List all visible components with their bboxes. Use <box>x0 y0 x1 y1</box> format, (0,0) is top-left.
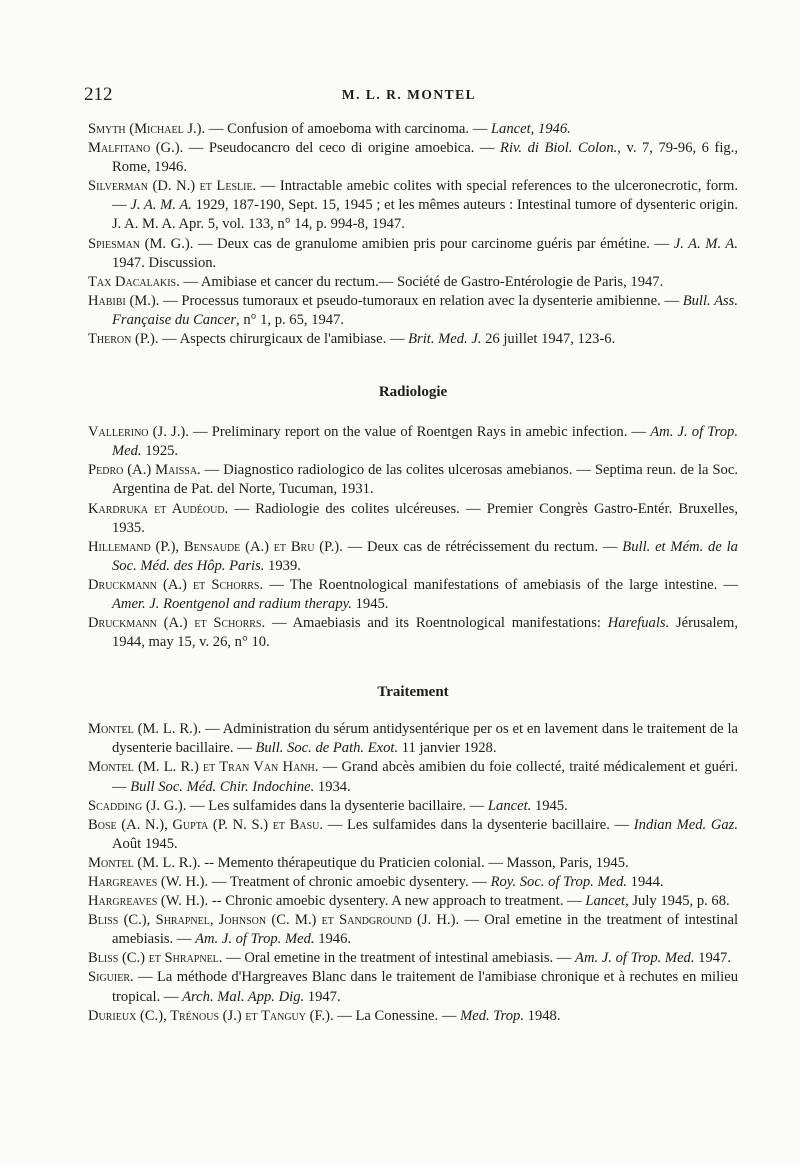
reference-journal: J. A. M. A. <box>673 235 738 252</box>
reference-text: — Confusion of amoeboma with carcinoma. — <box>205 121 491 137</box>
reference-entry <box>88 911 738 949</box>
reference-author: Silverman (D. N.) et Leslie. <box>88 178 257 195</box>
reference-author: Habibi (M.). <box>88 292 160 309</box>
reference-author: Druckmann (A.) et Schorrs. <box>88 576 264 593</box>
reference-details: 1946. <box>314 931 352 948</box>
reference-author: Hargreaves (W. H.). <box>88 874 209 890</box>
reference-details: 26 juillet 1947, 123-6. <box>481 331 616 348</box>
page-number: 212 <box>84 84 113 105</box>
reference-details: Août 1945. <box>112 835 178 852</box>
reference-journal: Riv. di Biol. Colon. <box>500 140 618 157</box>
reference-entry <box>88 235 738 273</box>
running-title: M. L. R. MONTEL <box>341 87 477 102</box>
reference-text: — Preliminary report on the value of Roentgen Rays in amebic infection. — <box>188 424 651 441</box>
reference-entry <box>88 292 738 330</box>
reference-author: Smyth (Michael J.). <box>88 121 206 137</box>
reference-author: Kardruka et Audéoud. <box>88 500 229 517</box>
reference-list-traitement <box>88 720 738 1026</box>
reference-entry <box>88 120 738 139</box>
reference-entry <box>88 892 738 911</box>
reference-details: 1945. <box>531 797 568 814</box>
reference-text: -- Memento thérapeutique du Praticien colonial. — Masson, Paris, 1945. <box>200 854 629 871</box>
reference-details: 1947. <box>694 950 731 967</box>
reference-entry <box>88 273 738 292</box>
reference-details: 1948. <box>524 1007 561 1024</box>
reference-author: Hargreaves (W. H.). <box>88 893 209 910</box>
reference-text: — Deux cas de rétrécissement du rectum. — <box>342 538 623 555</box>
reference-entry <box>88 854 738 873</box>
reference-content <box>88 120 738 1026</box>
reference-text: — Oral emetine in the treatment of intestinal amebiasis. — <box>222 950 576 967</box>
reference-details: , v. 7, 79-96, 6 fig., Rome, 1946. <box>112 140 739 176</box>
reference-entry <box>88 461 738 499</box>
reference-text: — Amibiase et cancer du rectum.— Société de Gastro-Entérologie de Paris, 1947. <box>179 273 664 290</box>
reference-text: — Treatment of chronic amoebic dysentery. — <box>208 874 491 890</box>
reference-details: 1947. <box>304 988 341 1005</box>
reference-list-top <box>88 120 738 349</box>
reference-text: — La méthode d'Hargreaves Blanc dans le traitement de l'amibiase chronique et à rechutes en milieu tropical. — <box>112 969 738 1005</box>
reference-details: 1944. <box>627 874 664 890</box>
reference-entry <box>88 968 738 1006</box>
reference-text: — Processus tumoraux et pseudo-tumoraux en relation avec la dysenterie amibienne. — <box>159 292 683 309</box>
reference-journal: Lancet, <box>585 893 629 910</box>
reference-details: , n° 1, p. 65, 1947. <box>236 311 345 328</box>
reference-author: Spiesman (M. G.). <box>88 235 194 252</box>
reference-journal: Am. J. of Trop. Med. <box>195 931 315 948</box>
reference-author: Siguier. <box>88 969 134 986</box>
reference-author: Hillemand (P.), Bensaude (A.) et Bru (P.). <box>88 538 343 555</box>
reference-text: — Radiologie des colites ulcéreuses. — Premier Congrès Gastro-Entér. Bruxelles, 1935. <box>112 500 738 536</box>
reference-entry <box>88 816 738 854</box>
reference-author: Bose (A. N.), Gupta (P. N. S.) et Basu. <box>88 816 324 833</box>
reference-entry <box>88 949 738 968</box>
reference-list-radiologie <box>88 423 738 652</box>
reference-entry <box>88 873 738 892</box>
reference-details: 1934. <box>314 778 351 795</box>
reference-details: 11 janvier 1928. <box>398 740 497 757</box>
reference-journal: Lancet, 1946. <box>490 121 571 137</box>
section-title-radiologie: Radiologie <box>378 384 448 401</box>
reference-text: -- Chronic amoebic dysentery. A new approach to treatment. — <box>208 893 586 910</box>
reference-text: — Diagnostico radiologico de las colites ulcerosas amebianos. — Septima reun. de la Soc. Argentina de Pat. del Norte, Tucuman, 1931. <box>112 462 738 498</box>
reference-journal: Am. J. of Trop. Med. <box>575 950 695 967</box>
reference-journal: Med. Trop. <box>460 1007 524 1024</box>
reference-text: — Oral emetine in the treatment of intestinal amebiasis. — <box>112 912 738 948</box>
reference-details: 1929, 187-190, Sept. 15, 1945 ; et les mêmes auteurs : Intestinal tumore of dysenteric origin. J. A. M. A. Apr. 5, vol. 133, n° 14, p. 994-8, 1947. <box>112 197 739 233</box>
reference-entry <box>88 423 738 461</box>
reference-details: 1945. <box>351 595 389 612</box>
reference-details: Jérusalem, 1944, may 15, v. 26, n° 10. <box>112 615 739 651</box>
reference-journal: Bull Soc. Méd. Chir. Indochine. <box>130 778 315 795</box>
section-title-traitement: Traitement <box>377 684 449 701</box>
reference-journal: J. A. M. A. <box>130 197 192 214</box>
reference-journal: Lancet. <box>487 797 532 814</box>
reference-author: Pedro (A.) Maissa. <box>88 462 201 479</box>
reference-entry <box>88 330 738 349</box>
reference-author: Theron (P.). <box>88 331 159 348</box>
reference-journal: Indian Med. Gaz. <box>633 816 738 833</box>
reference-author: Druckmann (A.) et Schorrs. <box>88 615 266 632</box>
reference-entry <box>88 576 738 614</box>
reference-entry <box>88 538 738 576</box>
reference-details: July 1945, p. 68. <box>628 893 730 910</box>
reference-entry <box>88 758 738 796</box>
reference-details: 1925. <box>141 443 179 460</box>
reference-text: — Grand abcès amibien du foie collecté, traité médicalement et guéri. — <box>112 759 738 795</box>
reference-text: — Deux cas de granulome amibien pris pour carcinome guéris par émétine. — <box>193 235 674 252</box>
reference-text: — Administration du sérum antidysentérique per os et en lavement dans le traitement de la dysenterie bacillaire. — <box>112 721 738 757</box>
reference-author: Bliss (C.), Shrapnel, Johnson (C. M.) et Sandground (J. H.). <box>88 912 460 929</box>
reference-text: — Les sulfamides dans la dysenterie bacillaire. — <box>323 816 634 833</box>
reference-entry <box>88 614 738 652</box>
reference-text: — Amaebiasis and its Roentnological manifestations: <box>265 615 608 632</box>
reference-text: — Intractable amebic colites with special references to the ulceronecrotic, form. — <box>112 178 738 214</box>
reference-author: Montel (M. L. R.) et Tran Van Hanh. <box>88 759 319 776</box>
reference-entry <box>88 720 738 758</box>
reference-journal: Bull. Ass. Française du Cancer <box>112 292 738 328</box>
reference-entry <box>88 797 738 816</box>
reference-journal: Bull. et Mém. de la Soc. Méd. des Hôp. Paris. <box>112 538 738 574</box>
reference-entry <box>88 139 738 177</box>
reference-text: — Aspects chirurgicaux de l'amibiase. — <box>158 331 409 348</box>
reference-author: Montel (M. L. R.). <box>88 854 201 871</box>
reference-author: Montel (M. L. R.). <box>88 721 202 738</box>
reference-text: — The Roentnological manifestations of amebiasis of the large intestine. — <box>263 576 738 593</box>
reference-details: 1947. Discussion. <box>112 254 217 271</box>
reference-journal: Roy. Soc. of Trop. Med. <box>490 874 628 890</box>
reference-author: Scadding (J. G.). <box>88 797 187 814</box>
reference-entry <box>88 500 738 538</box>
reference-journal: Brit. Med. J. <box>408 331 482 348</box>
reference-journal: Harefuals. <box>607 615 670 632</box>
reference-author: Bliss (C.) et Shrapnel. <box>88 950 223 967</box>
reference-journal: Bull. Soc. de Path. Exot. <box>255 740 399 757</box>
reference-author: Tax Dacalakis. <box>88 273 180 290</box>
reference-text: — Pseudocancro del ceco di origine amoebica. — <box>183 140 501 157</box>
reference-text: — Les sulfamides dans la dysenterie bacillaire. — <box>186 797 488 814</box>
reference-entry <box>88 177 738 234</box>
reference-journal: Amer. J. Roentgenol and radium therapy. <box>112 595 352 612</box>
reference-author: Durieux (C.), Trénous (J.) et Tanguy (F.). <box>88 1007 334 1024</box>
reference-text: — La Conessine. — <box>333 1007 461 1024</box>
reference-details: 1939. <box>264 557 301 574</box>
reference-journal: Am. J. of Trop. Med. <box>112 424 738 460</box>
reference-author: Malfitano (G.). <box>88 140 184 157</box>
page-header <box>84 84 734 108</box>
reference-entry <box>88 1007 738 1026</box>
reference-author: Vallerino (J. J.). <box>88 424 189 441</box>
reference-journal: Arch. Mal. App. Dig. <box>182 988 305 1005</box>
